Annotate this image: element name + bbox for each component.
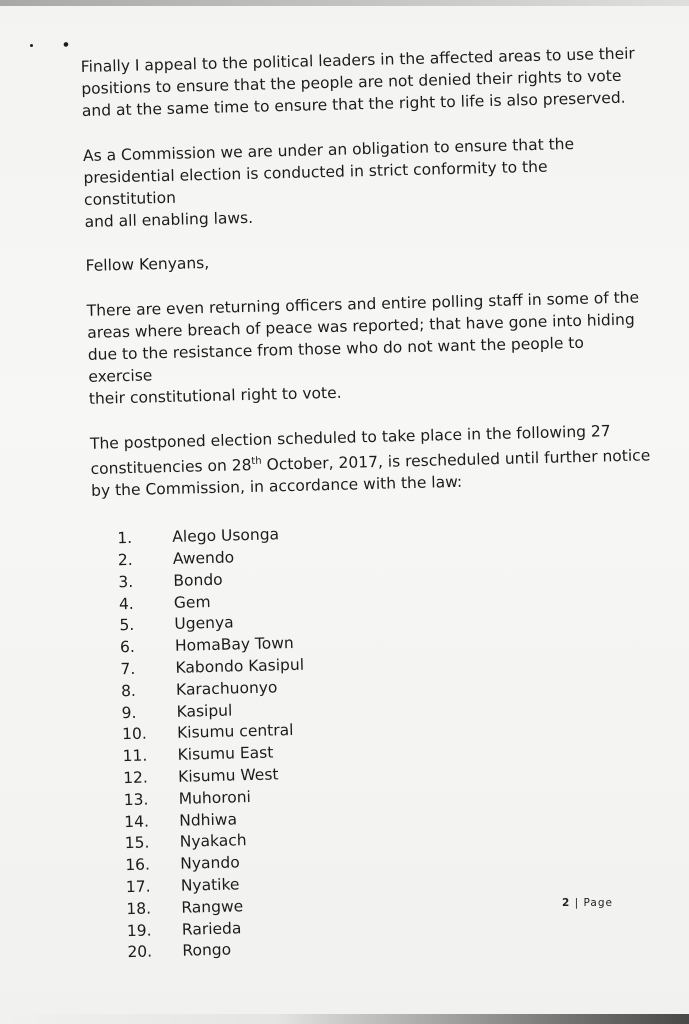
postponed-text-part2: October, 2017, is rescheduled until further notice by the Commission, in accordance with the law: (90, 446, 651, 501)
list-item-number: 14. (124, 812, 150, 831)
constituency-name: Kisumu East (177, 743, 274, 764)
page-separator: | (570, 897, 584, 909)
constituency-name: Kisumu central (176, 721, 294, 743)
list-item-number: 7. (120, 659, 136, 679)
commission-paragraph: As a Commission we are under an obligation to ensure that the presidential election is conducted in strict conformity to the constitution and all enabling laws. (82, 134, 575, 231)
document-body (61, 20, 663, 964)
list-item-number: 6. (119, 637, 136, 657)
stray-mark (30, 44, 33, 47)
list-item-number: 5. (119, 616, 135, 635)
list-item-number: 18. (126, 899, 152, 918)
page-number: 2 (562, 897, 571, 909)
constituency-name: Ndhiwa (179, 809, 238, 830)
list-item-number: 16. (125, 855, 151, 875)
list-item-number: 3. (118, 572, 134, 591)
constituency-name: Rarieda (181, 918, 242, 939)
list-item-number: 11. (122, 746, 148, 766)
constituency-name: Karachuonyo (175, 678, 278, 699)
list-item-number: 2. (117, 550, 133, 570)
page-footer (562, 897, 613, 909)
constituency-name: HomaBay Town (174, 634, 294, 656)
date-superscript: th (251, 455, 262, 467)
constituency-name: Kabondo Kasipul (175, 655, 305, 677)
constituency-name: Nyando (180, 853, 240, 873)
bullet-paragraph-text: Finally I appeal to the political leaders in the affected areas to use their positions to ensure that the people are not denied their rights to vote and at the same time to ensure that the right to life is also preserved. (80, 44, 636, 120)
list-item-number: 13. (123, 790, 149, 809)
constituency-name: Nyatike (180, 875, 240, 895)
salutation: Fellow Kenyans, (85, 253, 210, 275)
list-item-number: 1. (117, 529, 133, 548)
constituency-name: Muhoroni (178, 787, 252, 808)
list-item-number: 12. (122, 768, 149, 788)
constituency-name: Kisumu West (177, 765, 279, 786)
list-item-number: 20. (127, 942, 153, 962)
constituency-name: Alego Usonga (172, 525, 280, 547)
page-bottom-edge (0, 1014, 689, 1024)
page-label: Page (583, 897, 613, 909)
constituency-name: Bondo (173, 570, 223, 590)
constituency-name: Gem (173, 592, 211, 612)
officers-paragraph: There are even returning officers and entire polling staff in some of the areas where breach of peace was reported; that have gone into hiding due to the resistance from those who do not want the people to exercise their constitutional right to vote. (86, 288, 640, 408)
postponed-paragraph (90, 419, 652, 502)
list-item-number: 17. (125, 877, 151, 897)
constituency-name: Rangwe (181, 896, 244, 917)
list-item-number: 8. (120, 681, 137, 700)
bullet-paragraph (61, 20, 642, 122)
list-item-number: 10. (121, 724, 147, 744)
constituency-name: Ugenya (174, 613, 234, 634)
constituency-name: Kasipul (176, 701, 233, 721)
list-item-number: 4. (118, 594, 134, 613)
constituency-name: Awendo (172, 548, 235, 568)
constituency-name: Rongo (182, 940, 232, 961)
list-item-number: 19. (126, 921, 152, 940)
list-item-number: 9. (121, 703, 137, 722)
constituency-name: Nyakach (179, 831, 247, 852)
page-top-edge (0, 0, 689, 6)
bullet-icon: • (61, 35, 71, 55)
postponed-text-part1: The postponed election scheduled to take place in the following 27 constituencies on 28 (89, 422, 611, 479)
list-item-number: 15. (124, 833, 150, 853)
